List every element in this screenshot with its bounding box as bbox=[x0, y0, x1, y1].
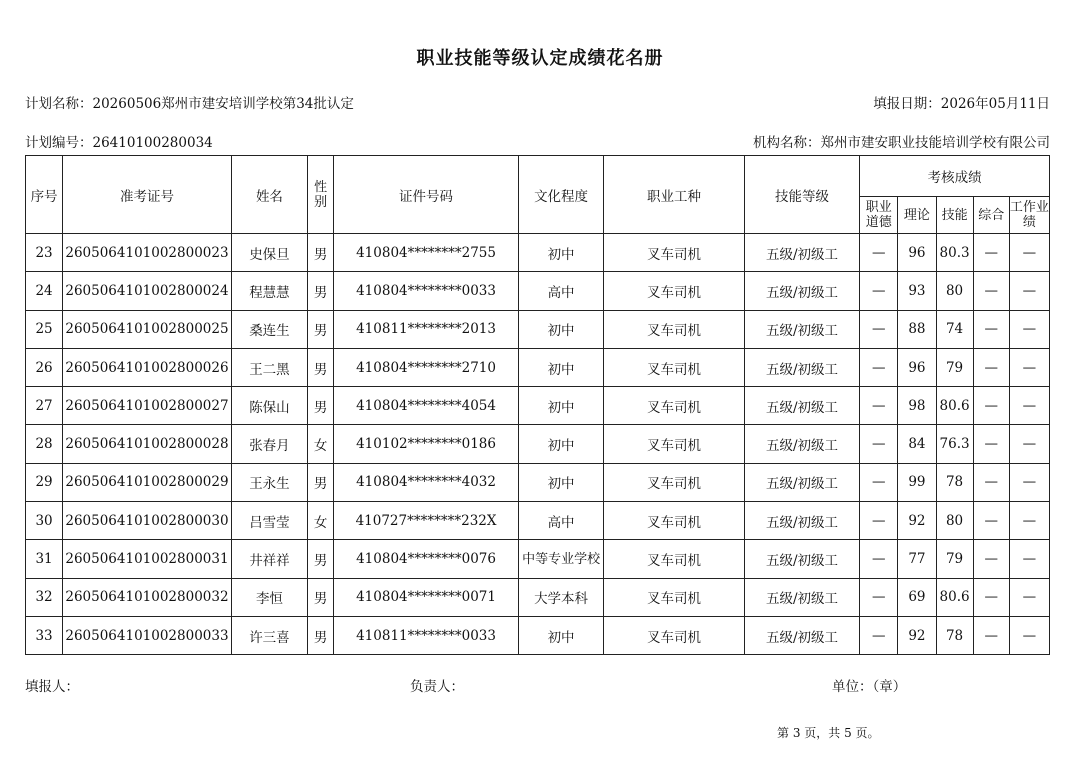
cell-seq: 30 bbox=[26, 502, 63, 540]
cell-id-no: 410804********4032 bbox=[334, 463, 519, 501]
org-name-value: 郑州市建安职业技能培训学校有限公司 bbox=[820, 135, 1050, 151]
table-row bbox=[26, 540, 1050, 578]
cell-ethics: — bbox=[860, 348, 898, 386]
cell-work: — bbox=[1009, 540, 1049, 578]
score-table bbox=[25, 155, 1050, 655]
cell-id-no: 410804********4054 bbox=[334, 387, 519, 425]
cell-skill: 74 bbox=[936, 310, 973, 348]
report-date-label: 填报日期： bbox=[873, 96, 941, 112]
cell-theory: 84 bbox=[898, 425, 936, 463]
cell-gender: 男 bbox=[308, 272, 334, 310]
cell-work: — bbox=[1009, 234, 1049, 272]
cell-skill: 80.6 bbox=[936, 578, 973, 616]
cell-work: — bbox=[1009, 272, 1049, 310]
cell-education: 初中 bbox=[518, 616, 603, 654]
org-name-label: 机构名称： bbox=[753, 135, 821, 151]
cell-name: 吕雪莹 bbox=[231, 502, 307, 540]
plan-number-value: 26410100280034 bbox=[92, 135, 213, 151]
table-row bbox=[26, 425, 1050, 463]
cell-skill: 80.6 bbox=[936, 387, 973, 425]
cell-work: — bbox=[1009, 425, 1049, 463]
cell-seq: 26 bbox=[26, 348, 63, 386]
cell-skill: 80 bbox=[936, 502, 973, 540]
cell-gender: 女 bbox=[308, 502, 334, 540]
cell-gender: 女 bbox=[308, 425, 334, 463]
cell-skill: 80.3 bbox=[936, 234, 973, 272]
plan-name-value: 20260506郑州市建安培训学校第34批认定 bbox=[92, 96, 354, 112]
cell-occupation: 叉车司机 bbox=[604, 578, 745, 616]
cell-gender: 男 bbox=[308, 578, 334, 616]
cell-seq: 24 bbox=[26, 272, 63, 310]
cell-occupation: 叉车司机 bbox=[604, 502, 745, 540]
table-row bbox=[26, 310, 1050, 348]
cell-exam-no: 2605064101002800033 bbox=[63, 616, 232, 654]
cell-ethics: — bbox=[860, 463, 898, 501]
cell-overall: — bbox=[973, 463, 1009, 501]
plan-name bbox=[25, 92, 354, 112]
cell-work: — bbox=[1009, 502, 1049, 540]
cell-education: 初中 bbox=[518, 425, 603, 463]
cell-theory: 98 bbox=[898, 387, 936, 425]
table-row bbox=[26, 502, 1050, 540]
header-ethics: 职业道德 bbox=[860, 197, 898, 234]
cell-overall: — bbox=[973, 578, 1009, 616]
cell-id-no: 410102********0186 bbox=[334, 425, 519, 463]
cell-skill: 80 bbox=[936, 272, 973, 310]
header-skill: 技能 bbox=[936, 197, 973, 234]
cell-ethics: — bbox=[860, 616, 898, 654]
cell-education: 高中 bbox=[518, 272, 603, 310]
cell-exam-no: 2605064101002800024 bbox=[63, 272, 232, 310]
page-indicator: 第 3 页，共 5 页。 bbox=[777, 726, 880, 740]
cell-level: 五级/初级工 bbox=[744, 348, 859, 386]
cell-education: 高中 bbox=[518, 502, 603, 540]
cell-education: 初中 bbox=[518, 234, 603, 272]
cell-gender: 男 bbox=[308, 310, 334, 348]
cell-theory: 69 bbox=[898, 578, 936, 616]
cell-work: — bbox=[1009, 578, 1049, 616]
cell-seq: 23 bbox=[26, 234, 63, 272]
cell-gender: 男 bbox=[308, 348, 334, 386]
cell-exam-no: 2605064101002800023 bbox=[63, 234, 232, 272]
cell-overall: — bbox=[973, 616, 1009, 654]
cell-level: 五级/初级工 bbox=[744, 616, 859, 654]
header-education: 文化程度 bbox=[518, 156, 603, 234]
header-name: 姓名 bbox=[231, 156, 307, 234]
cell-theory: 99 bbox=[898, 463, 936, 501]
cell-exam-no: 2605064101002800028 bbox=[63, 425, 232, 463]
cell-ethics: — bbox=[860, 540, 898, 578]
cell-theory: 88 bbox=[898, 310, 936, 348]
header-scores: 考核成绩 bbox=[860, 156, 1050, 197]
header-work: 工作业绩 bbox=[1009, 197, 1049, 234]
cell-gender: 男 bbox=[308, 387, 334, 425]
cell-overall: — bbox=[973, 310, 1009, 348]
cell-id-no: 410804********2710 bbox=[334, 348, 519, 386]
cell-exam-no: 2605064101002800030 bbox=[63, 502, 232, 540]
cell-exam-no: 2605064101002800026 bbox=[63, 348, 232, 386]
cell-gender: 男 bbox=[308, 463, 334, 501]
cell-level: 五级/初级工 bbox=[744, 425, 859, 463]
header-id-no: 证件号码 bbox=[334, 156, 519, 234]
cell-education: 初中 bbox=[518, 348, 603, 386]
cell-ethics: — bbox=[860, 425, 898, 463]
cell-work: — bbox=[1009, 348, 1049, 386]
cell-name: 王永生 bbox=[231, 463, 307, 501]
cell-work: — bbox=[1009, 616, 1049, 654]
cell-overall: — bbox=[973, 272, 1009, 310]
cell-theory: 92 bbox=[898, 502, 936, 540]
cell-work: — bbox=[1009, 387, 1049, 425]
cell-gender: 男 bbox=[308, 540, 334, 578]
cell-skill: 76.3 bbox=[936, 425, 973, 463]
cell-ethics: — bbox=[860, 578, 898, 616]
report-date bbox=[873, 92, 1050, 112]
header-theory: 理论 bbox=[898, 197, 936, 234]
cell-theory: 92 bbox=[898, 616, 936, 654]
cell-occupation: 叉车司机 bbox=[604, 310, 745, 348]
cell-seq: 31 bbox=[26, 540, 63, 578]
cell-overall: — bbox=[973, 387, 1009, 425]
cell-name: 王二黑 bbox=[231, 348, 307, 386]
cell-occupation: 叉车司机 bbox=[604, 387, 745, 425]
cell-ethics: — bbox=[860, 234, 898, 272]
cell-id-no: 410727********232X bbox=[334, 502, 519, 540]
cell-name: 许三喜 bbox=[231, 616, 307, 654]
cell-overall: — bbox=[973, 425, 1009, 463]
document-title: 职业技能等级认定成绩花名册 bbox=[416, 48, 664, 69]
cell-level: 五级/初级工 bbox=[744, 502, 859, 540]
cell-skill: 78 bbox=[936, 616, 973, 654]
cell-seq: 28 bbox=[26, 425, 63, 463]
cell-occupation: 叉车司机 bbox=[604, 463, 745, 501]
cell-seq: 25 bbox=[26, 310, 63, 348]
cell-exam-no: 2605064101002800029 bbox=[63, 463, 232, 501]
header-gender: 性别 bbox=[308, 156, 334, 234]
plan-name-label: 计划名称： bbox=[25, 96, 93, 112]
table-row bbox=[26, 387, 1050, 425]
header-seq: 序号 bbox=[26, 156, 63, 234]
plan-number bbox=[25, 131, 213, 151]
cell-level: 五级/初级工 bbox=[744, 234, 859, 272]
cell-id-no: 410811********0033 bbox=[334, 616, 519, 654]
cell-occupation: 叉车司机 bbox=[604, 348, 745, 386]
cell-name: 井祥祥 bbox=[231, 540, 307, 578]
cell-seq: 27 bbox=[26, 387, 63, 425]
cell-name: 李恒 bbox=[231, 578, 307, 616]
table-row bbox=[26, 578, 1050, 616]
header-exam-no: 准考证号 bbox=[63, 156, 232, 234]
cell-name: 桑连生 bbox=[231, 310, 307, 348]
cell-overall: — bbox=[973, 502, 1009, 540]
cell-theory: 96 bbox=[898, 348, 936, 386]
table-row bbox=[26, 616, 1050, 654]
cell-level: 五级/初级工 bbox=[744, 540, 859, 578]
unit-stamp-label: 单位：（章） bbox=[832, 679, 907, 695]
cell-seq: 29 bbox=[26, 463, 63, 501]
reporter-label: 填报人： bbox=[25, 679, 79, 695]
header-overall: 综合 bbox=[973, 197, 1009, 234]
cell-occupation: 叉车司机 bbox=[604, 425, 745, 463]
cell-exam-no: 2605064101002800031 bbox=[63, 540, 232, 578]
cell-occupation: 叉车司机 bbox=[604, 234, 745, 272]
cell-occupation: 叉车司机 bbox=[604, 616, 745, 654]
cell-overall: — bbox=[973, 540, 1009, 578]
table-row bbox=[26, 463, 1050, 501]
cell-level: 五级/初级工 bbox=[744, 272, 859, 310]
cell-level: 五级/初级工 bbox=[744, 463, 859, 501]
cell-theory: 93 bbox=[898, 272, 936, 310]
cell-exam-no: 2605064101002800025 bbox=[63, 310, 232, 348]
report-date-value: 2026年05月11日 bbox=[940, 96, 1050, 112]
table-body bbox=[26, 234, 1050, 655]
org-name bbox=[753, 131, 1050, 151]
table-row bbox=[26, 234, 1050, 272]
cell-education: 大学本科 bbox=[518, 578, 603, 616]
cell-ethics: — bbox=[860, 310, 898, 348]
cell-overall: — bbox=[973, 234, 1009, 272]
cell-level: 五级/初级工 bbox=[744, 310, 859, 348]
cell-theory: 77 bbox=[898, 540, 936, 578]
cell-skill: 79 bbox=[936, 348, 973, 386]
cell-skill: 79 bbox=[936, 540, 973, 578]
cell-name: 程慧慧 bbox=[231, 272, 307, 310]
cell-education: 初中 bbox=[518, 387, 603, 425]
cell-name: 陈保山 bbox=[231, 387, 307, 425]
cell-exam-no: 2605064101002800032 bbox=[63, 578, 232, 616]
cell-education: 中等专业学校 bbox=[518, 540, 603, 578]
cell-gender: 男 bbox=[308, 234, 334, 272]
cell-ethics: — bbox=[860, 502, 898, 540]
header-level: 技能等级 bbox=[744, 156, 859, 234]
cell-id-no: 410804********2755 bbox=[334, 234, 519, 272]
table-row bbox=[26, 272, 1050, 310]
table-row bbox=[26, 348, 1050, 386]
cell-level: 五级/初级工 bbox=[744, 387, 859, 425]
cell-seq: 33 bbox=[26, 616, 63, 654]
cell-level: 五级/初级工 bbox=[744, 578, 859, 616]
cell-skill: 78 bbox=[936, 463, 973, 501]
cell-theory: 96 bbox=[898, 234, 936, 272]
cell-gender: 男 bbox=[308, 616, 334, 654]
cell-exam-no: 2605064101002800027 bbox=[63, 387, 232, 425]
cell-id-no: 410811********2013 bbox=[334, 310, 519, 348]
cell-ethics: — bbox=[860, 272, 898, 310]
cell-work: — bbox=[1009, 463, 1049, 501]
cell-occupation: 叉车司机 bbox=[604, 540, 745, 578]
plan-number-label: 计划编号： bbox=[25, 135, 93, 151]
cell-education: 初中 bbox=[518, 463, 603, 501]
cell-id-no: 410804********0071 bbox=[334, 578, 519, 616]
cell-education: 初中 bbox=[518, 310, 603, 348]
cell-seq: 32 bbox=[26, 578, 63, 616]
cell-name: 张春月 bbox=[231, 425, 307, 463]
cell-id-no: 410804********0033 bbox=[334, 272, 519, 310]
cell-occupation: 叉车司机 bbox=[604, 272, 745, 310]
header-occupation: 职业工种 bbox=[604, 156, 745, 234]
cell-id-no: 410804********0076 bbox=[334, 540, 519, 578]
principal-label: 负责人： bbox=[410, 679, 464, 695]
cell-overall: — bbox=[973, 348, 1009, 386]
cell-ethics: — bbox=[860, 387, 898, 425]
cell-work: — bbox=[1009, 310, 1049, 348]
cell-name: 史保旦 bbox=[231, 234, 307, 272]
